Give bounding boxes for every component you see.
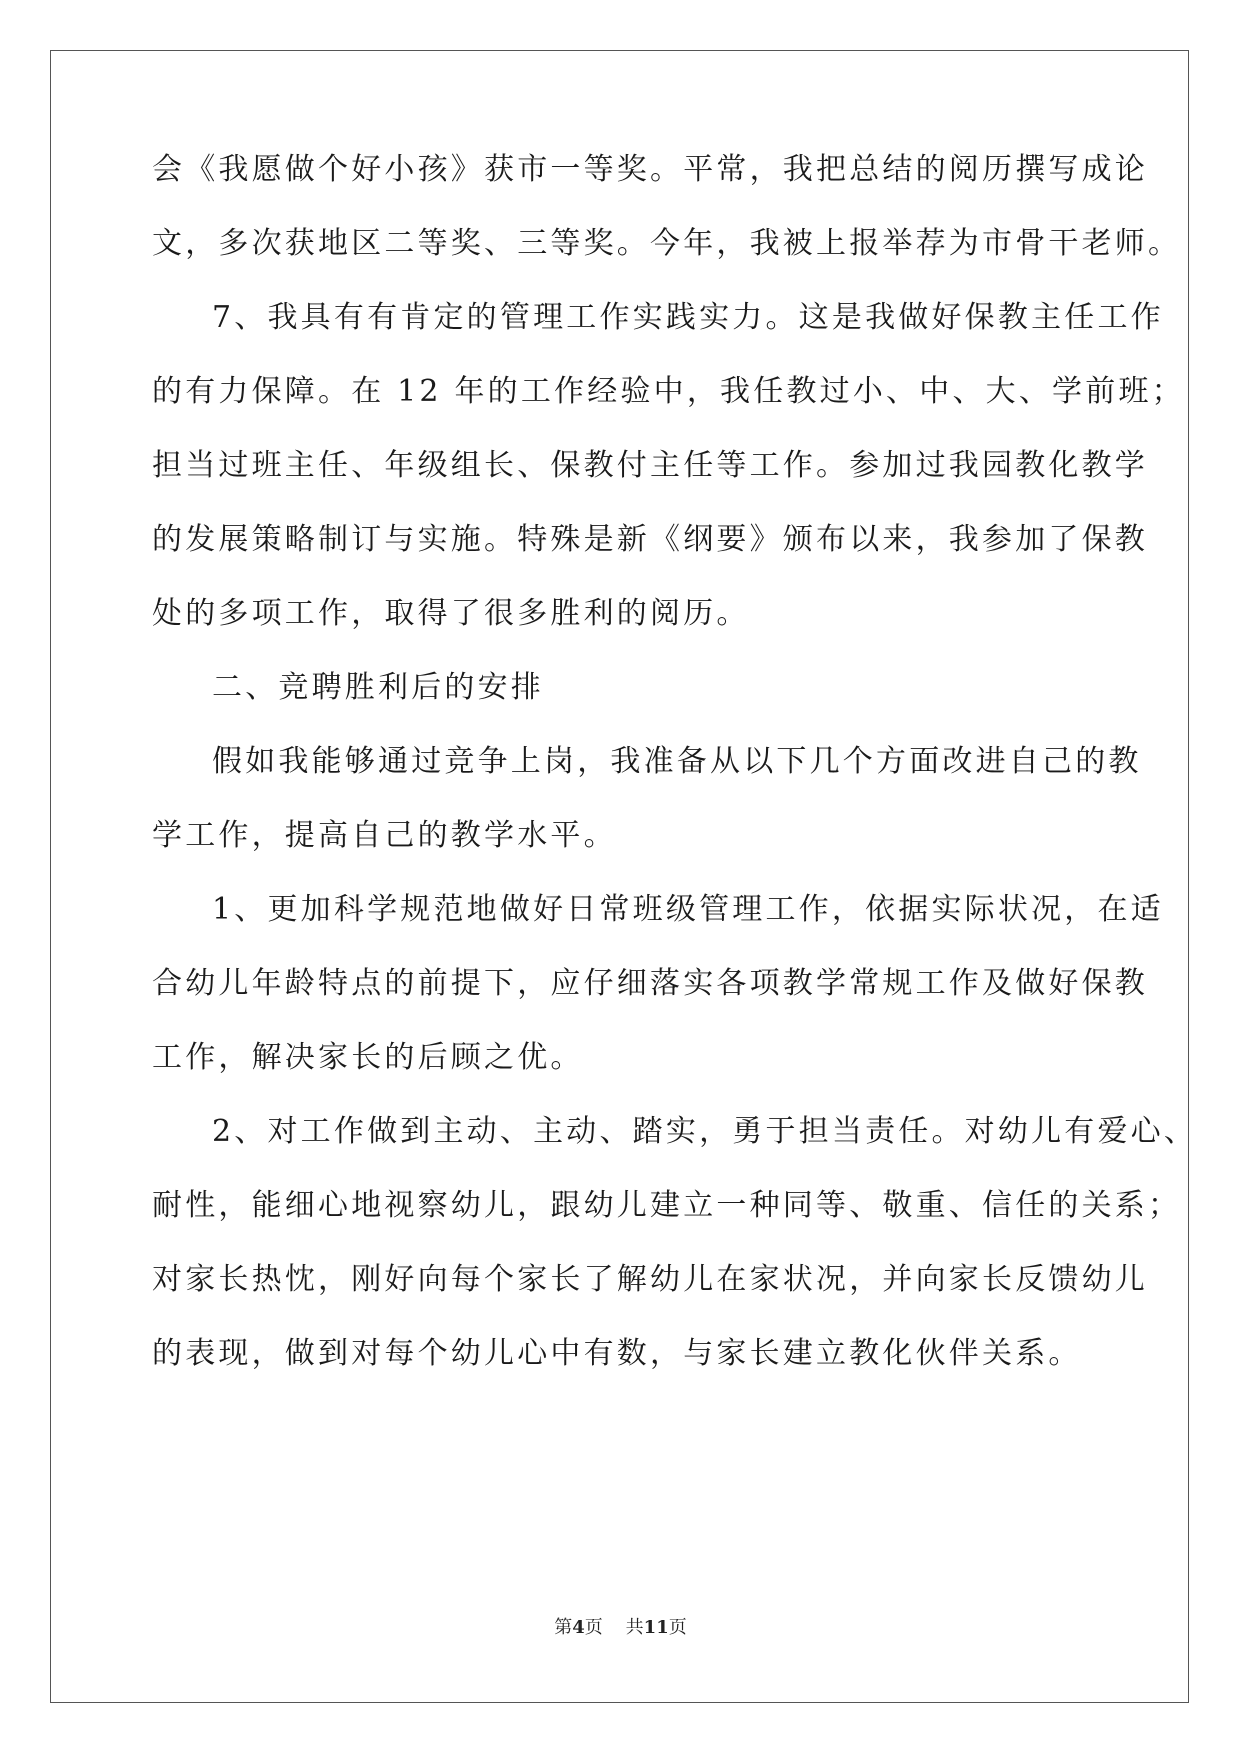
footer-total-suffix: 页: [668, 1617, 687, 1638]
footer-page-number: 4: [572, 1617, 585, 1638]
body-line-3: 7、我具有有肯定的管理工作实践实力。这是我做好保教主任工作: [212, 300, 1164, 335]
body-line-5: 担当过班主任、年级组长、保教付主任等工作。参加过我园教化教学: [152, 448, 1148, 483]
body-line-9: 假如我能够通过竞争上岗，我准备从以下几个方面改进自己的教: [212, 744, 1142, 779]
body-line-4: 的有力保障。在 12 年的工作经验中，我任教过小、中、大、学前班；: [152, 374, 1185, 409]
footer-prefix: 第: [554, 1617, 573, 1638]
body-line-10: 学工作，提高自己的教学水平。: [152, 818, 617, 853]
body-line-16: 对家长热忱，刚好向每个家长了解幼儿在家状况，并向家长反馈幼儿: [152, 1262, 1148, 1297]
footer-page-suffix: 页: [584, 1617, 603, 1638]
body-line-15: 耐性，能细心地视察幼儿，跟幼儿建立一种同等、敬重、信任的关系；: [152, 1188, 1182, 1223]
body-line-17: 的表现，做到对每个幼儿心中有数，与家长建立教化伙伴关系。: [152, 1336, 1082, 1371]
page-frame: [50, 50, 1189, 1703]
body-line-12: 合幼儿年龄特点的前提下，应仔细落实各项教学常规工作及做好保教: [152, 966, 1148, 1001]
body-line-2: 文，多次获地区二等奖、三等奖。今年，我被上报举荐为市骨干老师。: [152, 226, 1182, 261]
section-heading: 二、竞聘胜利后的安排: [212, 670, 544, 705]
footer-total-prefix: 共: [625, 1617, 644, 1638]
body-line-13: 工作，解决家长的后顾之优。: [152, 1040, 584, 1075]
body-line-6: 的发展策略制订与实施。特殊是新《纲要》颁布以来，我参加了保教: [152, 522, 1148, 557]
body-line-1: 会《我愿做个好小孩》获市一等奖。平常，我把总结的阅历撰写成论: [152, 152, 1148, 187]
footer-total-pages: 11: [643, 1617, 669, 1638]
body-line-11: 1、更加科学规范地做好日常班级管理工作，依据实际状况，在适: [212, 892, 1164, 927]
body-line-14: 2、对工作做到主动、主动、踏实，勇于担当责任。对幼儿有爱心、: [212, 1114, 1198, 1149]
body-line-7: 处的多项工作，取得了很多胜利的阅历。: [152, 596, 750, 631]
page-footer: [0, 1618, 1241, 1638]
